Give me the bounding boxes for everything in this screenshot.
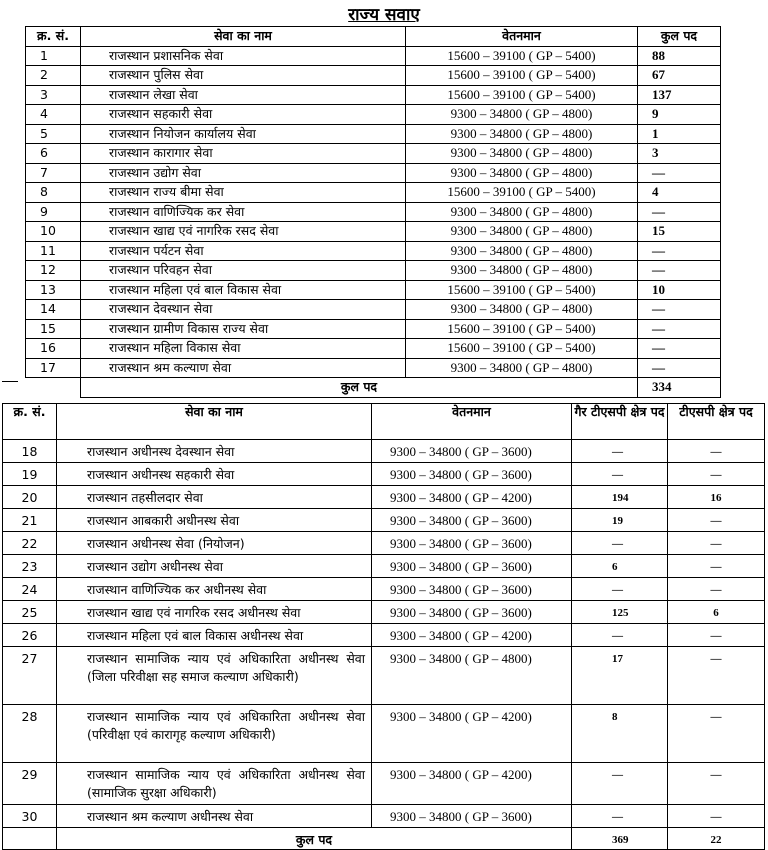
non-tsp-posts: 6 <box>572 555 668 578</box>
table-row <box>3 705 765 763</box>
table-row <box>26 222 721 242</box>
table-row <box>3 763 765 805</box>
tsp-posts: 16 <box>668 486 765 509</box>
serial-number: 1 <box>26 46 81 66</box>
total-posts: — <box>638 261 721 281</box>
table-row <box>3 555 765 578</box>
service-name: राजस्थान खाद्य एवं नागरिक रसद अधीनस्थ सेवा <box>57 601 372 624</box>
total-tsp: 22 <box>668 828 765 850</box>
serial-number: 11 <box>26 241 81 261</box>
table-header-row <box>26 27 721 47</box>
serial-number: 3 <box>26 85 81 105</box>
table-row <box>26 300 721 320</box>
total-posts: — <box>638 300 721 320</box>
serial-number: 16 <box>26 339 81 359</box>
service-name: राजस्थान पुलिस सेवा <box>81 66 406 86</box>
serial-number: 29 <box>3 763 57 805</box>
pay-scale: 9300 – 34800 ( GP – 4800) <box>372 647 572 705</box>
table-row <box>26 144 721 164</box>
non-tsp-posts: — <box>572 440 668 463</box>
non-tsp-posts: — <box>572 763 668 805</box>
table-row <box>26 183 721 203</box>
serial-number: 13 <box>26 280 81 300</box>
header-serial: क्र. सं. <box>3 404 57 440</box>
tsp-posts: — <box>668 624 765 647</box>
total-label: कुल पद <box>57 828 572 850</box>
pay-scale: 9300 – 34800 ( GP – 4800) <box>406 261 638 281</box>
pay-scale: 9300 – 34800 ( GP – 4800) <box>406 202 638 222</box>
pay-scale: 15600 – 39100 ( GP – 5400) <box>406 280 638 300</box>
service-name: राजस्थान देवस्थान सेवा <box>81 300 406 320</box>
pay-scale: 9300 – 34800 ( GP – 4800) <box>406 105 638 125</box>
total-posts: 4 <box>638 183 721 203</box>
service-name: राजस्थान खाद्य एवं नागरिक रसद सेवा <box>81 222 406 242</box>
service-name: राजस्थान राज्य बीमा सेवा <box>81 183 406 203</box>
service-name: राजस्थान अधीनस्थ सेवा (नियोजन) <box>57 532 372 555</box>
subordinate-services-table <box>2 403 765 850</box>
total-row <box>26 378 721 398</box>
pay-scale: 15600 – 39100 ( GP – 5400) <box>406 46 638 66</box>
header-non-tsp-posts: गैर टीएसपी क्षेत्र पद <box>572 404 668 440</box>
pay-scale: 9300 – 34800 ( GP – 4200) <box>372 763 572 805</box>
pay-scale: 9300 – 34800 ( GP – 4800) <box>406 222 638 242</box>
serial-number: 14 <box>26 300 81 320</box>
serial-number: 25 <box>3 601 57 624</box>
tsp-posts: — <box>668 578 765 601</box>
table-row <box>26 339 721 359</box>
pay-scale: 9300 – 34800 ( GP – 4800) <box>406 241 638 261</box>
tsp-posts: — <box>668 647 765 705</box>
serial-number: 6 <box>26 144 81 164</box>
service-name: राजस्थान उद्योग अधीनस्थ सेवा <box>57 555 372 578</box>
table-header-row <box>3 404 765 440</box>
pay-scale: 9300 – 34800 ( GP – 4800) <box>406 163 638 183</box>
tsp-posts: — <box>668 440 765 463</box>
non-tsp-posts: 8 <box>572 705 668 763</box>
total-posts: 1 <box>638 124 721 144</box>
tsp-posts: — <box>668 705 765 763</box>
table-row <box>3 440 765 463</box>
pay-scale: 15600 – 39100 ( GP – 5400) <box>406 319 638 339</box>
service-name: राजस्थान आबकारी अधीनस्थ सेवा <box>57 509 372 532</box>
header-serial: क्र. सं. <box>26 27 81 47</box>
table-row <box>26 202 721 222</box>
pay-scale: 9300 – 34800 ( GP – 3600) <box>372 578 572 601</box>
serial-number: 26 <box>3 624 57 647</box>
total-posts: — <box>638 319 721 339</box>
serial-number: 24 <box>3 578 57 601</box>
table-row <box>3 486 765 509</box>
non-tsp-posts: — <box>572 532 668 555</box>
service-name: राजस्थान सामाजिक न्याय एवं अधिकारिता अधीनस्थ सेवा (सामाजिक सुरक्षा अधिकारी) <box>57 763 372 805</box>
total-posts: — <box>638 358 721 378</box>
service-name: राजस्थान श्रम कल्याण अधीनस्थ सेवा <box>57 805 372 828</box>
table-row <box>26 105 721 125</box>
pay-scale: 9300 – 34800 ( GP – 4800) <box>406 300 638 320</box>
pay-scale: 15600 – 39100 ( GP – 5400) <box>406 183 638 203</box>
service-name: राजस्थान लेखा सेवा <box>81 85 406 105</box>
serial-number: 12 <box>26 261 81 281</box>
non-tsp-posts: — <box>572 805 668 828</box>
table-row <box>3 463 765 486</box>
serial-number: 10 <box>26 222 81 242</box>
service-name: राजस्थान सामाजिक न्याय एवं अधिकारिता अधीनस्थ सेवा (परिवीक्षा एवं कारागृह कल्याण अधिकारी) <box>57 705 372 763</box>
pay-scale: 9300 – 34800 ( GP – 3600) <box>372 805 572 828</box>
table-row <box>26 261 721 281</box>
header-service-name: सेवा का नाम <box>57 404 372 440</box>
serial-number: 23 <box>3 555 57 578</box>
pay-scale: 9300 – 34800 ( GP – 4200) <box>372 624 572 647</box>
tsp-posts: — <box>668 555 765 578</box>
serial-number: 27 <box>3 647 57 705</box>
service-name: राजस्थान वाणिज्यिक कर सेवा <box>81 202 406 222</box>
service-name: राजस्थान कारागार सेवा <box>81 144 406 164</box>
tsp-posts: — <box>668 532 765 555</box>
table-row <box>3 578 765 601</box>
total-posts: — <box>638 163 721 183</box>
total-posts: 9 <box>638 105 721 125</box>
service-name: राजस्थान पर्यटन सेवा <box>81 241 406 261</box>
total-value: 334 <box>638 378 721 398</box>
service-name: राजस्थान प्रशासनिक सेवा <box>81 46 406 66</box>
pay-scale: 15600 – 39100 ( GP – 5400) <box>406 85 638 105</box>
serial-number: 9 <box>26 202 81 222</box>
total-posts: 137 <box>638 85 721 105</box>
total-posts: — <box>638 202 721 222</box>
pay-scale: 9300 – 34800 ( GP – 3600) <box>372 463 572 486</box>
divider <box>2 381 18 382</box>
pay-scale: 9300 – 34800 ( GP – 3600) <box>372 532 572 555</box>
header-service-name: सेवा का नाम <box>81 27 406 47</box>
table-row <box>26 46 721 66</box>
table-row <box>26 358 721 378</box>
table-row <box>26 319 721 339</box>
header-tsp-posts: टीएसपी क्षेत्र पद <box>668 404 765 440</box>
serial-number: 22 <box>3 532 57 555</box>
service-name: राजस्थान नियोजन कार्यालय सेवा <box>81 124 406 144</box>
non-tsp-posts: 19 <box>572 509 668 532</box>
service-name: राजस्थान सहकारी सेवा <box>81 105 406 125</box>
serial-number: 20 <box>3 486 57 509</box>
tsp-posts: — <box>668 463 765 486</box>
header-pay-scale: वेतनमान <box>406 27 638 47</box>
service-name: राजस्थान महिला एवं बाल विकास अधीनस्थ सेवा <box>57 624 372 647</box>
table-row <box>3 601 765 624</box>
header-pay-scale: वेतनमान <box>372 404 572 440</box>
table-row <box>26 85 721 105</box>
non-tsp-posts: — <box>572 578 668 601</box>
total-posts: — <box>638 241 721 261</box>
serial-number: 5 <box>26 124 81 144</box>
non-tsp-posts: 17 <box>572 647 668 705</box>
table-row <box>3 509 765 532</box>
total-posts: 88 <box>638 46 721 66</box>
pay-scale: 9300 – 34800 ( GP – 4800) <box>406 144 638 164</box>
pay-scale: 15600 – 39100 ( GP – 5400) <box>406 339 638 359</box>
serial-number: 18 <box>3 440 57 463</box>
tsp-posts: — <box>668 805 765 828</box>
table-row <box>3 647 765 705</box>
service-name: राजस्थान अधीनस्थ देवस्थान सेवा <box>57 440 372 463</box>
service-name: राजस्थान परिवहन सेवा <box>81 261 406 281</box>
tsp-posts: — <box>668 763 765 805</box>
total-posts: — <box>638 339 721 359</box>
total-non-tsp: 369 <box>572 828 668 850</box>
tsp-posts: 6 <box>668 601 765 624</box>
table-row <box>26 124 721 144</box>
table-row <box>26 280 721 300</box>
service-name: राजस्थान उद्योग सेवा <box>81 163 406 183</box>
table-row <box>26 241 721 261</box>
tsp-posts: — <box>668 509 765 532</box>
serial-number: 2 <box>26 66 81 86</box>
service-name: राजस्थान वाणिज्यिक कर अधीनस्थ सेवा <box>57 578 372 601</box>
pay-scale: 9300 – 34800 ( GP – 3600) <box>372 555 572 578</box>
service-name: राजस्थान अधीनस्थ सहकारी सेवा <box>57 463 372 486</box>
page-title: राज्य सवाए <box>348 5 420 25</box>
pay-scale: 9300 – 34800 ( GP – 4800) <box>406 358 638 378</box>
service-name: राजस्थान श्रम कल्याण सेवा <box>81 358 406 378</box>
total-posts: 67 <box>638 66 721 86</box>
total-posts: 3 <box>638 144 721 164</box>
service-name: राजस्थान महिला एवं बाल विकास सेवा <box>81 280 406 300</box>
total-posts: 10 <box>638 280 721 300</box>
serial-number: 19 <box>3 463 57 486</box>
table-row <box>3 805 765 828</box>
pay-scale: 9300 – 34800 ( GP – 4200) <box>372 705 572 763</box>
serial-number: 7 <box>26 163 81 183</box>
non-tsp-posts: 194 <box>572 486 668 509</box>
pay-scale: 9300 – 34800 ( GP – 4800) <box>406 124 638 144</box>
total-posts: 15 <box>638 222 721 242</box>
service-name: राजस्थान महिला विकास सेवा <box>81 339 406 359</box>
table-row <box>26 163 721 183</box>
table-row <box>3 532 765 555</box>
total-label: कुल पद <box>81 378 638 398</box>
non-tsp-posts: — <box>572 624 668 647</box>
serial-number: 28 <box>3 705 57 763</box>
total-row <box>3 828 765 850</box>
table-row <box>3 624 765 647</box>
serial-number: 4 <box>26 105 81 125</box>
service-name: राजस्थान ग्रामीण विकास राज्य सेवा <box>81 319 406 339</box>
serial-number: 8 <box>26 183 81 203</box>
non-tsp-posts: 125 <box>572 601 668 624</box>
non-tsp-posts: — <box>572 463 668 486</box>
pay-scale: 9300 – 34800 ( GP – 3600) <box>372 601 572 624</box>
service-name: राजस्थान तहसीलदार सेवा <box>57 486 372 509</box>
service-name: राजस्थान सामाजिक न्याय एवं अधिकारिता अधीनस्थ सेवा (जिला परिवीक्षा सह समाज कल्याण अधिकारी) <box>57 647 372 705</box>
table-row <box>26 66 721 86</box>
pay-scale: 9300 – 34800 ( GP – 3600) <box>372 440 572 463</box>
header-total-posts: कुल पद <box>638 27 721 47</box>
pay-scale: 15600 – 39100 ( GP – 5400) <box>406 66 638 86</box>
pay-scale: 9300 – 34800 ( GP – 4200) <box>372 486 572 509</box>
serial-number: 17 <box>26 358 81 378</box>
serial-number: 15 <box>26 319 81 339</box>
state-services-table <box>25 26 721 398</box>
serial-number: 30 <box>3 805 57 828</box>
serial-number: 21 <box>3 509 57 532</box>
pay-scale: 9300 – 34800 ( GP – 3600) <box>372 509 572 532</box>
